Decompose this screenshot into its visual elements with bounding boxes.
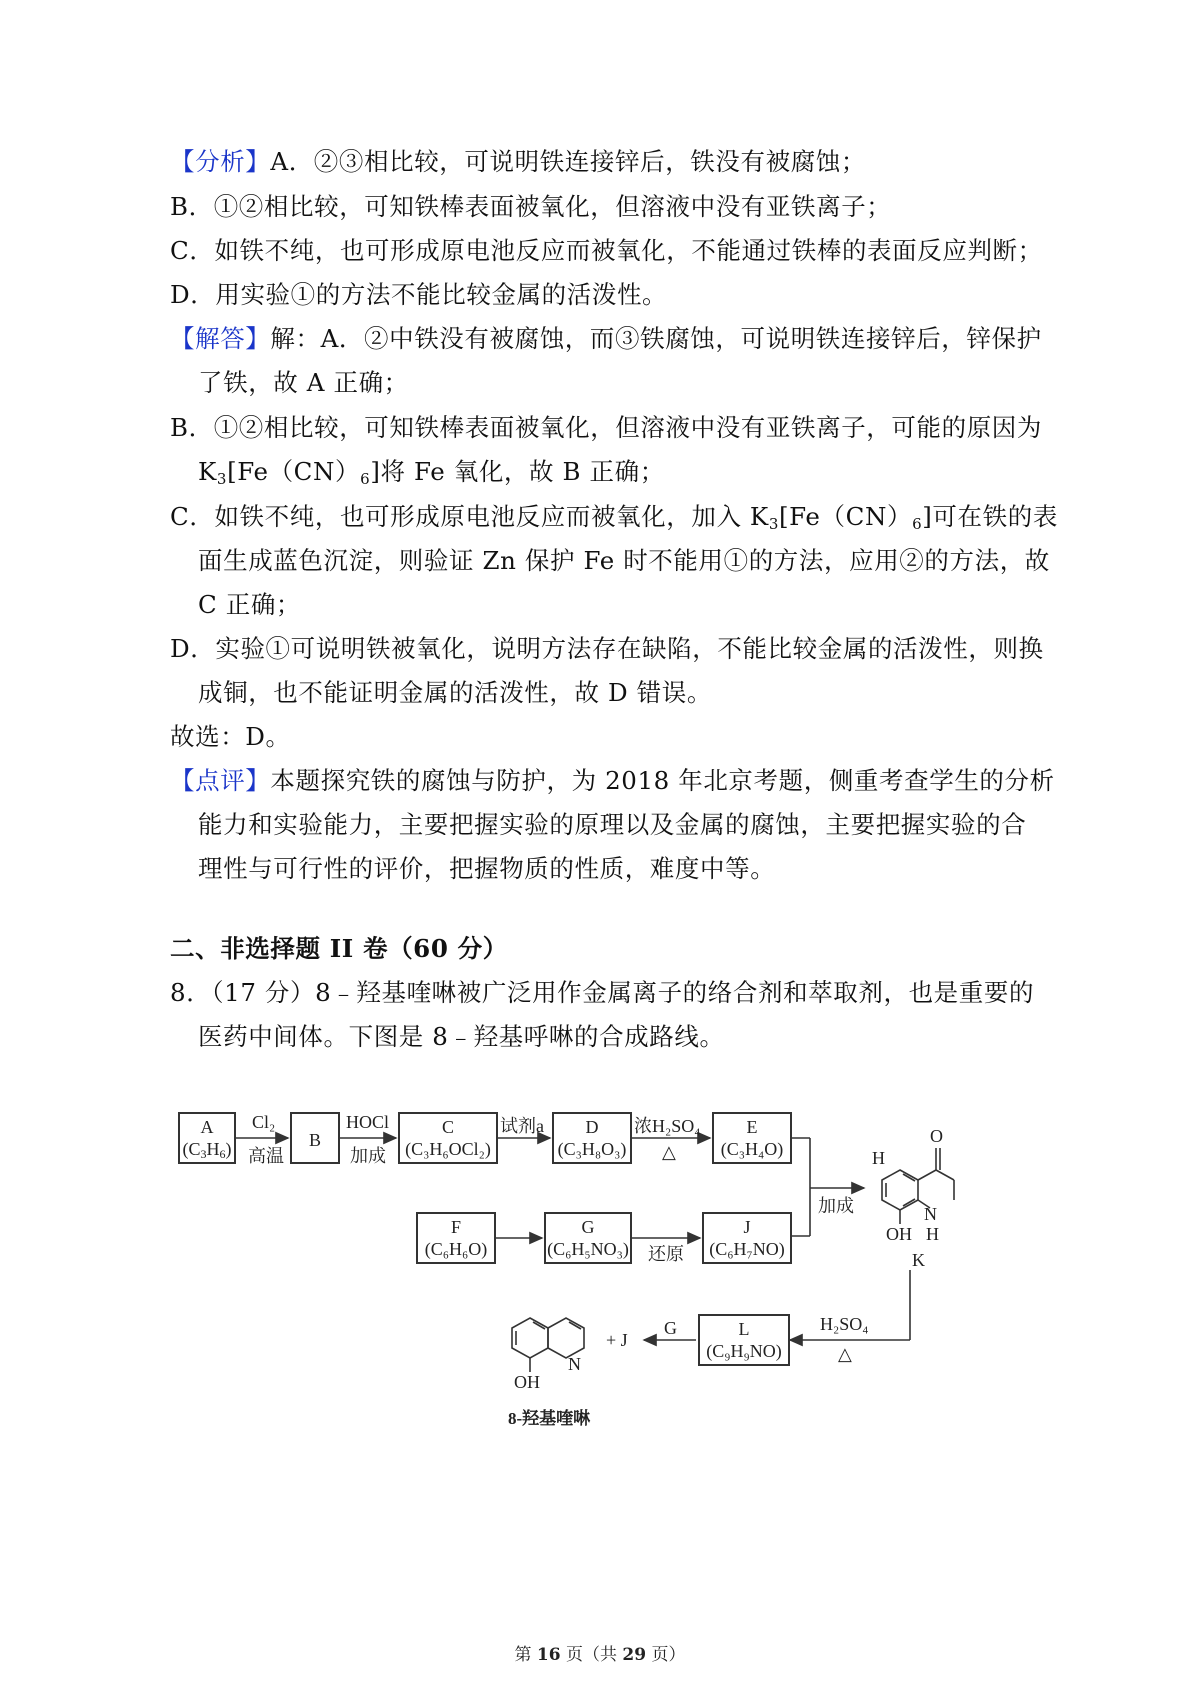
label-reduction: 还原 — [648, 1244, 684, 1264]
compound-d-name: D — [585, 1117, 599, 1137]
label-heat-2: △ — [838, 1344, 852, 1364]
compound-d-formula: (C₃H₈O₃) — [557, 1139, 627, 1159]
footer-text: 页（共 — [560, 1645, 623, 1665]
total-page-number: 29 — [622, 1645, 647, 1665]
compound-a-formula — [180, 1138, 234, 1160]
label-plus-j: + J — [606, 1330, 628, 1350]
label-addition-2: 加成 — [818, 1196, 854, 1216]
analysis-tag: 【分析】 — [170, 147, 271, 176]
subscript: 6 — [912, 515, 923, 533]
label-hocl: HOCl — [346, 1112, 390, 1132]
compound-b-box — [290, 1112, 340, 1164]
k-oxygen-label: O — [930, 1126, 943, 1146]
label-high-temp: 高温 — [248, 1146, 284, 1166]
compound-l-name: L — [738, 1319, 750, 1339]
answer-line-d2: 成铜，也不能证明金属的活泼性，故 D 错误。 — [198, 678, 712, 707]
label-cl2: Cl₂ — [252, 1112, 276, 1132]
label-reagent-a: 试剂a — [500, 1116, 544, 1136]
compound-f-formula: (C₆H₆O) — [424, 1239, 488, 1259]
compound-g-box — [544, 1212, 632, 1264]
footer-text: 页） — [646, 1645, 686, 1665]
product-n-label: N — [568, 1354, 581, 1374]
label-h2so4: H₂SO₄ — [820, 1314, 869, 1334]
question-8-line-2: 医药中间体。下图是 8﹣羟基呼啉的合成路线。 — [198, 1022, 725, 1051]
formula-part: ) — [225, 1139, 232, 1159]
answer-choice: 故选：D。 — [170, 722, 291, 751]
subscript: 3 — [200, 1147, 207, 1161]
answer-text-a1: 解：A．②中铁没有被腐蚀，而③铁腐蚀，可说明铁连接锌后，锌保护 — [270, 324, 1042, 353]
compound-c-box — [398, 1112, 498, 1164]
k-h-label: H — [872, 1148, 885, 1168]
compound-j-box — [702, 1212, 792, 1264]
product-oh-label: OH — [514, 1372, 540, 1392]
analysis-line-d: D．用实验①的方法不能比较金属的活泼性。 — [170, 280, 668, 309]
answer-line-c3: C 正确； — [198, 590, 302, 619]
answer-line-a2: 了铁，故 A 正确； — [198, 368, 409, 397]
page-footer — [0, 1640, 1200, 1665]
analysis-text-a: A．②③相比较，可说明铁连接锌后，铁没有被腐蚀； — [270, 147, 866, 176]
section-heading: 二、非选择题 II 卷（60 分） — [170, 934, 508, 963]
compound-g-formula: (C₆H₅NO₃) — [547, 1239, 629, 1259]
k-n-label: N — [924, 1204, 937, 1224]
compound-e-formula: (C₃H₄O) — [720, 1139, 784, 1159]
formula-part: H — [206, 1139, 220, 1159]
fe-cn-text: [Fe（CN） — [779, 502, 913, 531]
answer-line-d1: D．实验①可说明铁被氧化，说明方法存在缺陷，不能比较金属的活泼性，则换 — [170, 634, 1044, 663]
compound-k-label: K — [912, 1250, 925, 1270]
subscript: 3 — [216, 470, 228, 488]
label-g-reagent: G — [664, 1318, 677, 1338]
analysis-line-b: B．①②相比较，可知铁棒表面被氧化，但溶液中没有亚铁离子； — [170, 192, 892, 221]
compound-c-name: C — [441, 1117, 454, 1137]
k-nh-label: H — [926, 1224, 939, 1244]
comment-tag: 【点评】 — [170, 766, 271, 795]
compound-j-name: J — [743, 1217, 751, 1237]
comment-line-3: 理性与可行性的评价，把握物质的性质，难度中等。 — [198, 854, 776, 883]
compound-a-box — [178, 1112, 236, 1164]
comment-line-1 — [170, 762, 1055, 797]
formula-part: (C — [182, 1139, 201, 1159]
compound-a-name: A — [200, 1117, 214, 1137]
compound-e-box — [712, 1112, 792, 1164]
compound-l-formula: (C₉H₉NO) — [706, 1341, 782, 1361]
label-heat-1: △ — [662, 1142, 676, 1162]
compound-b-name: B — [308, 1130, 321, 1150]
comment-line-2: 能力和实验能力，主要把握实验的原理以及金属的腐蚀，主要把握实验的合 — [198, 810, 1027, 839]
analysis-line-c: C．如铁不纯，也可形成原电池反应而被氧化，不能通过铁棒的表面反应判断； — [170, 236, 1043, 265]
compound-d-box — [552, 1112, 632, 1164]
compound-g-name: G — [581, 1217, 595, 1237]
label-conc-h2so4: 浓H₂SO₄ — [634, 1116, 701, 1136]
answer-c1-head: C．如铁不纯，也可形成原电池反应而被氧化，加入 K — [170, 502, 769, 531]
answer-line-a1 — [170, 320, 1042, 355]
compound-l-box — [698, 1314, 790, 1366]
answer-line-b2 — [198, 453, 665, 488]
answer-line-c2: 面生成蓝色沉淀，则验证 Zn 保护 Fe 时不能用①的方法，应用②的方法，故 — [198, 546, 1050, 575]
question-8-line-1: 8．（17 分）8﹣羟基喹啉被广泛用作金属离子的络合剂和萃取剂，也是重要的 — [170, 978, 1035, 1007]
compound-c-formula: (C₃H₆OCl₂) — [405, 1139, 491, 1159]
label-addition-1: 加成 — [350, 1146, 386, 1166]
synthesis-scheme — [178, 1100, 1058, 1440]
answer-b2-tail: ]将 Fe 氧化，故 B 正确； — [370, 457, 665, 486]
compound-e-name: E — [746, 1117, 758, 1137]
product-name: 8-羟基喹啉 — [508, 1409, 591, 1428]
comment-text-1: 本题探究铁的腐蚀与防护，为 2018 年北京考题，侧重考查学生的分析 — [270, 766, 1055, 795]
compound-j-formula: (C₆H₇NO) — [709, 1239, 785, 1259]
k-text: K — [198, 457, 217, 486]
compound-f-name: F — [450, 1217, 461, 1237]
compound-k-structure — [882, 1148, 954, 1224]
answer-line-b1: B．①②相比较，可知铁棒表面被氧化，但溶液中没有亚铁离子，可能的原因为 — [170, 413, 1043, 442]
answer-line-c1 — [170, 498, 1058, 533]
answer-c1-tail: ]可在铁的表 — [922, 502, 1058, 531]
subscript: 6 — [360, 470, 371, 488]
current-page-number: 16 — [536, 1645, 561, 1665]
subscript: 3 — [768, 515, 779, 533]
k-oh-label: OH — [886, 1224, 912, 1244]
fe-cn-text: [Fe（CN） — [227, 457, 361, 486]
footer-text: 第 — [514, 1645, 537, 1665]
analysis-line-a — [170, 143, 866, 178]
answer-tag: 【解答】 — [170, 324, 271, 353]
compound-f-box — [416, 1212, 496, 1264]
subscript: 6 — [219, 1147, 226, 1161]
